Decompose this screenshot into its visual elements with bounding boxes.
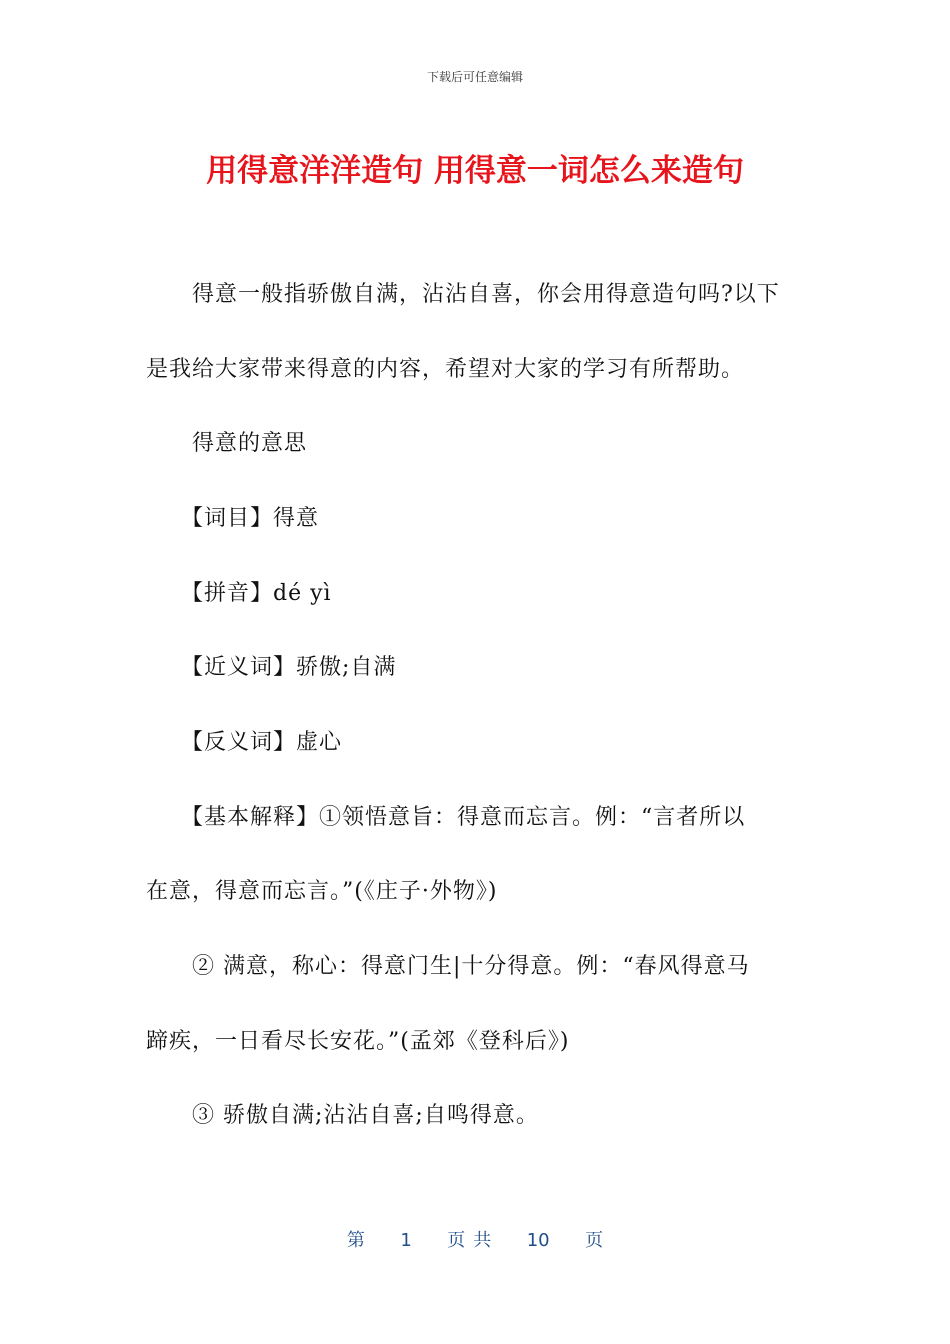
- body-line: 是我给大家带来得意的内容，希望对大家的学习有所帮助。: [146, 357, 745, 382]
- body-line: 【反义词】虚心: [146, 730, 343, 755]
- footer-page-number: 1: [400, 1230, 412, 1251]
- footer-total-pages: 10: [526, 1230, 550, 1251]
- body-line: 【基本解释】①领悟意旨：得意而忘言。例：“言者所以: [146, 805, 746, 830]
- body-line: 【词目】得意: [146, 506, 320, 531]
- body-line: 【近义词】骄傲;自满: [146, 655, 397, 680]
- body-line: ③ 骄傲自满;沾沾自喜;自鸣得意。: [146, 1103, 539, 1128]
- header-note: 下载后可任意编辑: [426, 70, 523, 84]
- body-line: ② 满意，称心：得意门生|十分得意。例：“春风得意马: [146, 954, 750, 979]
- page-footer: [0, 1226, 950, 1252]
- body-line: 得意的意思: [146, 431, 308, 456]
- document-title: 用得意洋洋造句 用得意一词怎么来造句: [206, 153, 744, 189]
- footer-suffix: 页: [585, 1230, 604, 1251]
- footer-middle: 页共: [447, 1230, 500, 1251]
- footer-prefix: 第: [346, 1230, 365, 1251]
- body-line: 【拼音】dé yì: [146, 581, 332, 606]
- body-line: 得意一般指骄傲自满，沾沾自喜，你会用得意造句吗?以下: [146, 282, 780, 307]
- body-line: 蹄疾，一日看尽长安花。”(孟郊《登科后》): [146, 1029, 570, 1054]
- body-line: 在意，得意而忘言。”(《庄子·外物》): [146, 879, 498, 904]
